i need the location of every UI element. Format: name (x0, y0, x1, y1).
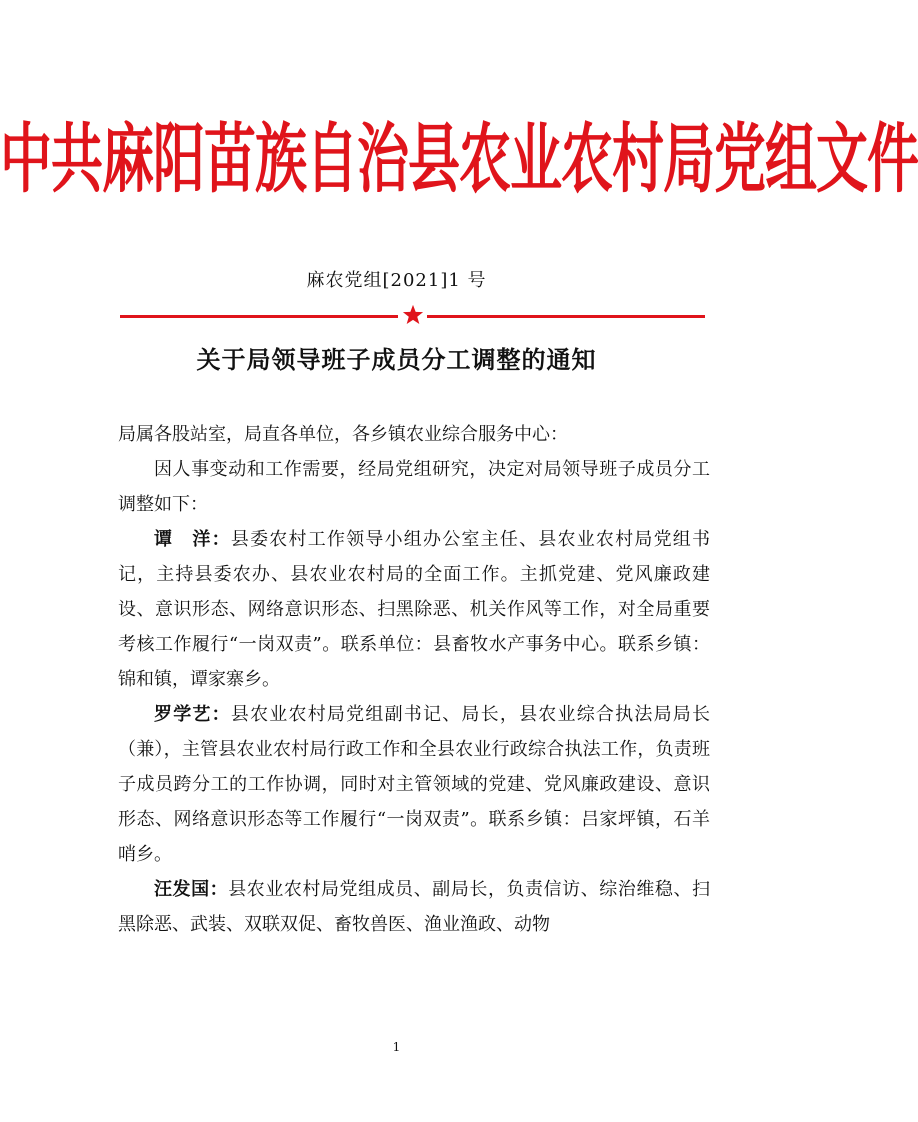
star-icon (402, 304, 424, 326)
member-paragraph (118, 872, 710, 942)
divider-line-right (427, 315, 705, 318)
member-name: 谭 洋： (154, 529, 231, 550)
member-paragraph (118, 522, 710, 697)
member-duties: 县农业农村局党组成员、副局长，负责信访、综治维稳、扫黑除恶、武装、双联双促、畜牧兽医、渔业渔政、动物 (118, 879, 711, 935)
document-number: 麻农党组[2021]1 号 (306, 270, 487, 291)
notice-title: 关于局领导班子成员分工调整的通知 (196, 346, 597, 374)
addressee: 局属各股站室，局直各单位，各乡镇农业综合服务中心： (118, 424, 568, 445)
document-header-title: 中共麻阳苗族自治县农业农村局党组文件 (0, 116, 918, 204)
member-name: 汪发国： (154, 879, 229, 900)
document-body (118, 417, 710, 942)
member-name: 罗学艺： (154, 704, 231, 725)
member-duties: 县委农村工作领导小组办公室主任、县农业农村局党组书记，主持县委农办、县农业农村局的全面工作。主抓党建、党风廉政建设、意识形态、网络意识形态、扫黑除恶、机关作风等工作，对全局重要考核工作履行“一岗双责”。联系单位：县畜牧水产事务中心。联系乡镇：锦和镇，谭家寨乡。 (118, 529, 710, 690)
intro-paragraph: 因人事变动和工作需要，经局党组研究，决定对局领导班子成员分工调整如下： (118, 459, 710, 515)
red-divider (120, 306, 705, 326)
page-number: 1 (392, 1040, 401, 1054)
member-paragraph (118, 697, 710, 872)
divider-line-left (120, 315, 398, 318)
member-duties: 县农业农村局党组副书记、局长，县农业综合执法局局长（兼），主管县农业农村局行政工作和全县农业行政综合执法工作，负责班子成员跨分工的工作协调，同时对主管领域的党建、党风廉政建设、意识形态、网络意识形态等工作履行“一岗双责”。联系乡镇：吕家坪镇，石羊哨乡。 (118, 704, 710, 865)
